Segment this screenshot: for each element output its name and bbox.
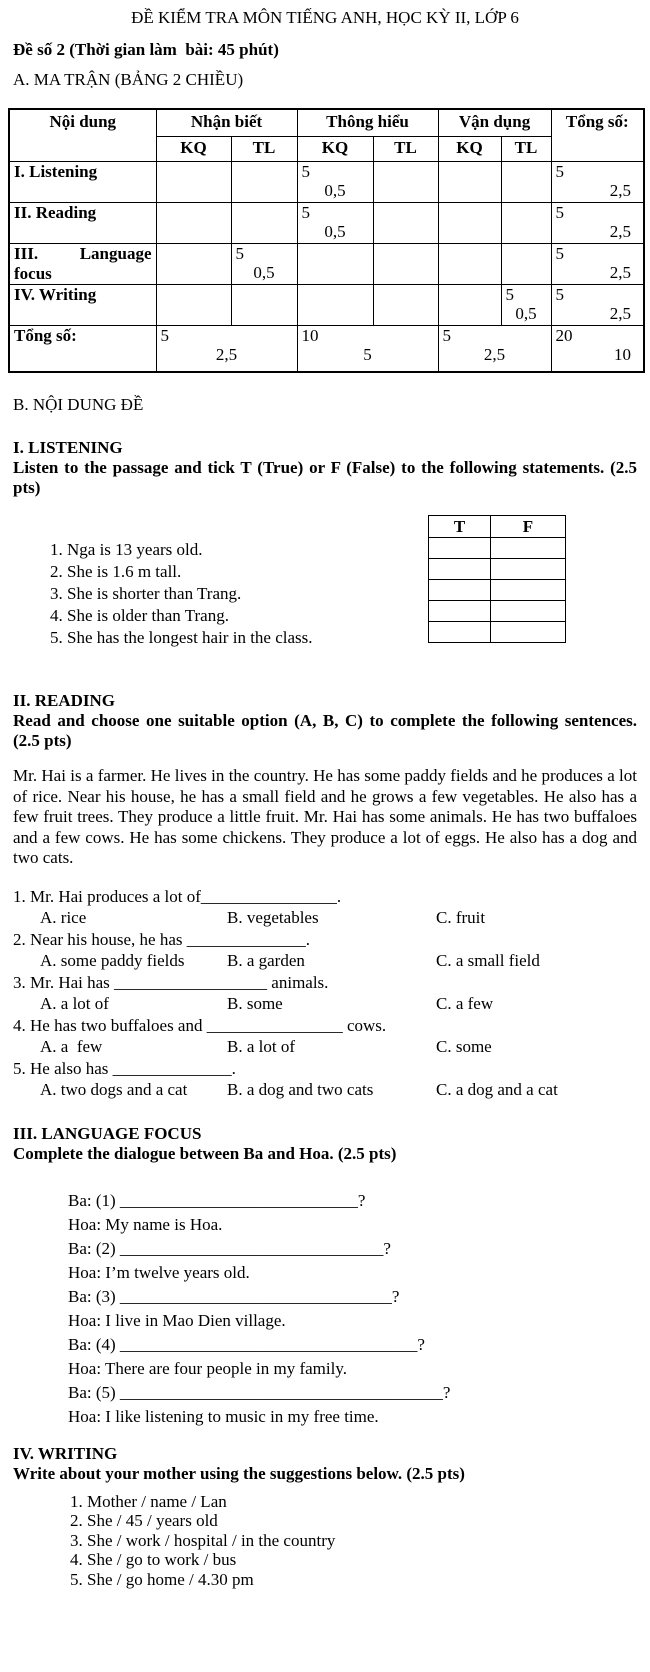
- tf-cell-false: [491, 601, 566, 622]
- matrix-subheader: KQ: [297, 137, 373, 162]
- reading-heading: II. READING: [13, 691, 116, 710]
- option-a: A. two dogs and a cat: [40, 1080, 188, 1100]
- option-b: B. a garden: [227, 951, 305, 971]
- matrix-cell: [231, 203, 297, 244]
- score-matrix-table: [8, 108, 645, 373]
- option-a: A. some paddy fields: [40, 951, 185, 971]
- writing-suggestions: [13, 1492, 637, 1590]
- true-false-table: [428, 515, 566, 643]
- matrix-row-listening: [9, 162, 644, 203]
- listening-statement: 4. She is older than Trang.: [50, 606, 229, 625]
- matrix-row-writing: [9, 285, 644, 326]
- option-b: B. a lot of: [227, 1037, 295, 1057]
- language-focus-section: [13, 1124, 637, 1429]
- matrix-row-label: III. Language focus: [9, 244, 156, 285]
- reading-questions: [13, 886, 637, 1101]
- option-a: A. a few: [40, 1037, 103, 1057]
- question-options: [40, 950, 637, 972]
- tf-cell-true: [429, 622, 491, 643]
- option-b: B. vegetables: [227, 908, 319, 928]
- matrix-row-label: I. Listening: [9, 162, 156, 203]
- tf-header-true: T: [429, 516, 491, 538]
- reading-question: [13, 886, 637, 929]
- matrix-total-cell: 5 2,5: [551, 162, 644, 203]
- exam-subtitle: Đề số 2 (Thời gian làm bài: 45 phút): [13, 40, 279, 59]
- reading-question: [13, 972, 637, 1015]
- writing-suggestion: 3. She / work / hospital / in the country: [70, 1530, 336, 1550]
- matrix-cell: [501, 162, 551, 203]
- dialogue-line: Hoa: I live in Mao Dien village.: [68, 1310, 286, 1330]
- writing-heading: IV. WRITING: [13, 1443, 118, 1463]
- reading-instruction: Read and choose one suitable option (A, B, C) to complete the following sentences. (2.5 pts): [13, 711, 637, 750]
- option-c: C. a dog and a cat: [436, 1080, 558, 1100]
- matrix-row-language-focus: [9, 244, 644, 285]
- tf-row: [429, 538, 566, 559]
- dialogue-line: Ba: (5) ______________________________________?: [68, 1382, 451, 1402]
- listening-statement: 5. She has the longest hair in the class.: [50, 628, 313, 647]
- matrix-total-cell: 5 2,5: [551, 203, 644, 244]
- matrix-cell: [231, 285, 297, 326]
- reading-question: [13, 1015, 637, 1058]
- dialogue-line: Hoa: There are four people in my family.: [68, 1358, 347, 1378]
- tf-row: [429, 580, 566, 601]
- listening-statement: 2. She is 1.6 m tall.: [50, 562, 182, 581]
- tf-cell-false: [491, 622, 566, 643]
- question-stem: 4. He has two buffaloes and ________________ cows.: [13, 1015, 387, 1035]
- tf-row: [429, 601, 566, 622]
- tf-cell-true: [429, 559, 491, 580]
- language-focus-heading: III. LANGUAGE FOCUS: [13, 1123, 202, 1143]
- dialogue-line: Ba: (3) ________________________________?: [68, 1286, 400, 1306]
- tf-cell-false: [491, 538, 566, 559]
- question-options: [40, 993, 637, 1015]
- writing-section: [13, 1444, 637, 1672]
- matrix-cell: [156, 203, 231, 244]
- matrix-subheader: KQ: [156, 137, 231, 162]
- matrix-cell: [373, 162, 438, 203]
- dialogue-line: Hoa: My name is Hoa.: [68, 1214, 223, 1234]
- reading-passage: Mr. Hai is a farmer. He lives in the country. He has some paddy fields and he produces a lot of rice. Near his house, he has a small field and he grows a few vegetables. He also has a few fruit trees. They produce a little fruit. Mr. Hai has some animals. He has two buffaloes and a few cows. He has some chickens. They produce a lot of eggs. He also has a dog and two cats.: [13, 766, 637, 868]
- matrix-cell: 5 0,5: [501, 285, 551, 326]
- language-focus-instruction: Complete the dialogue between Ba and Hoa. (2.5 pts): [13, 1143, 397, 1163]
- tf-cell-true: [429, 538, 491, 559]
- matrix-cell: [501, 203, 551, 244]
- question-stem: 1. Mr. Hai produces a lot of________________.: [13, 886, 342, 906]
- reading-question: [13, 1058, 637, 1101]
- matrix-cell: [438, 285, 501, 326]
- matrix-subheader: TL: [501, 137, 551, 162]
- matrix-cell: [297, 285, 373, 326]
- question-options: [40, 907, 637, 929]
- dialogue-line: Hoa: I’m twelve years old.: [68, 1262, 250, 1282]
- matrix-corner-header: Nội dung: [9, 109, 156, 162]
- listening-statement: 1. Nga is 13 years old.: [50, 540, 203, 559]
- option-c: C. fruit: [436, 908, 486, 928]
- option-a: A. rice: [40, 908, 87, 928]
- matrix-subheader: KQ: [438, 137, 501, 162]
- option-c: C. some: [436, 1037, 492, 1057]
- matrix-cell: [156, 162, 231, 203]
- listening-heading: I. LISTENING: [13, 438, 123, 457]
- matrix-subheader: TL: [231, 137, 297, 162]
- matrix-row-label: IV. Writing: [9, 285, 156, 326]
- matrix-cell: [297, 244, 373, 285]
- question-stem: 5. He also has ______________.: [13, 1058, 236, 1078]
- question-options: [40, 1079, 637, 1101]
- tf-cell-false: [491, 559, 566, 580]
- option-c: C. a small field: [436, 951, 540, 971]
- listening-instruction: Listen to the passage and tick T (True) or F (False) to the following statements. (2.5 pts): [13, 458, 637, 497]
- writing-suggestion: 4. She / go to work / bus: [70, 1550, 237, 1570]
- matrix-total-group-cell: 5 2,5: [438, 326, 551, 373]
- matrix-total-cell: 5 2,5: [551, 285, 644, 326]
- matrix-row-label: II. Reading: [9, 203, 156, 244]
- writing-suggestion: 2. She / 45 / years old: [70, 1511, 218, 1531]
- dialogue-line: Ba: (4) ___________________________________?: [68, 1334, 425, 1354]
- exam-title: ĐỀ KIỂM TRA MÔN TIẾNG ANH, HỌC KỲ II, LỚP 6: [131, 8, 519, 27]
- tf-row: [429, 622, 566, 643]
- writing-instruction: Write about your mother using the suggestions below. (2.5 pts): [13, 1463, 465, 1483]
- matrix-cell: 5 0,5: [231, 244, 297, 285]
- option-b: B. a dog and two cats: [227, 1080, 374, 1100]
- matrix-grand-total-cell: 20 10: [551, 326, 644, 373]
- matrix-subheader: TL: [373, 137, 438, 162]
- matrix-cell: [156, 244, 231, 285]
- writing-suggestion: 1. Mother / name / Lan: [70, 1491, 227, 1511]
- listening-section: [13, 438, 637, 691]
- matrix-cell: 5 0,5: [297, 203, 373, 244]
- tf-row: [429, 559, 566, 580]
- dialogue-line: Ba: (1) ____________________________?: [68, 1190, 366, 1210]
- matrix-total-row-label: Tổng số:: [9, 326, 156, 373]
- option-c: C. a few: [436, 994, 494, 1014]
- matrix-cell: [438, 162, 501, 203]
- tf-cell-true: [429, 601, 491, 622]
- dialogue-line: Ba: (2) _______________________________?: [68, 1238, 391, 1258]
- matrix-group-header-nhan-biet: Nhận biết: [156, 109, 297, 137]
- reading-question: [13, 929, 637, 972]
- dialogue-line: Hoa: I like listening to music in my free time.: [68, 1406, 379, 1426]
- matrix-cell: [231, 162, 297, 203]
- tf-header-false: F: [491, 516, 566, 538]
- matrix-total-cell: 5 2,5: [551, 244, 644, 285]
- matrix-cell: [501, 244, 551, 285]
- matrix-cell: [373, 203, 438, 244]
- matrix-total-group-cell: 5 2,5: [156, 326, 297, 373]
- section-b-heading: B. NỘI DUNG ĐỀ: [13, 395, 144, 414]
- matrix-total-group-cell: 10 5: [297, 326, 438, 373]
- matrix-cell: 5 0,5: [297, 162, 373, 203]
- option-a: A. a lot of: [40, 994, 109, 1014]
- question-stem: 2. Near his house, he has ______________.: [13, 929, 310, 949]
- listening-body: [13, 498, 637, 691]
- matrix-group-header-thong-hieu: Thông hiểu: [297, 109, 438, 137]
- matrix-total-row: [9, 326, 644, 373]
- matrix-cell: [373, 244, 438, 285]
- tf-cell-false: [491, 580, 566, 601]
- writing-suggestion: 5. She / go home / 4.30 pm: [70, 1569, 254, 1589]
- matrix-row-reading: [9, 203, 644, 244]
- reading-section: [13, 691, 637, 1101]
- matrix-cell: [438, 244, 501, 285]
- matrix-cell: [373, 285, 438, 326]
- listening-statement: 3. She is shorter than Trang.: [50, 584, 242, 603]
- matrix-total-header: Tổng số:: [551, 109, 644, 162]
- question-stem: 3. Mr. Hai has __________________ animals.: [13, 972, 329, 992]
- matrix-group-header-van-dung: Vận dụng: [438, 109, 551, 137]
- matrix-cell: [438, 203, 501, 244]
- dialogue: [13, 1189, 637, 1429]
- tf-cell-true: [429, 580, 491, 601]
- matrix-cell: [156, 285, 231, 326]
- section-a-heading: A. MA TRẬN (BẢNG 2 CHIỀU): [13, 70, 244, 89]
- question-options: [40, 1036, 637, 1058]
- option-b: B. some: [227, 994, 283, 1014]
